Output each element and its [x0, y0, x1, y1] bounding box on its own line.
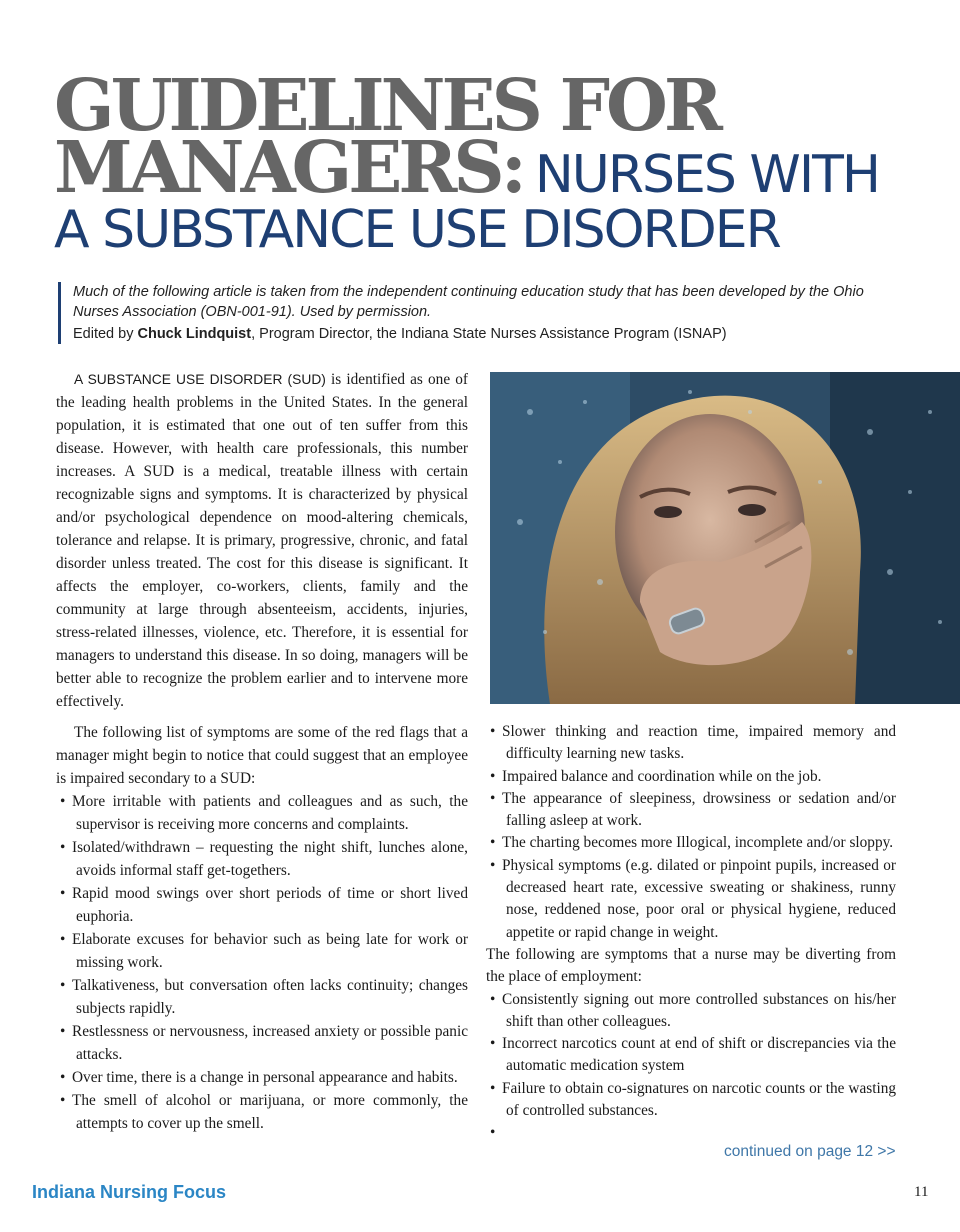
- lead-in: A SUBSTANCE USE DISORDER (SUD): [74, 372, 326, 387]
- editor-credit: [73, 324, 888, 344]
- title-line-3: A SUBSTANCE USE DISORDER: [54, 200, 780, 260]
- list-item: • Impaired balance and coordination while on the job.: [486, 766, 896, 788]
- article-photo: [490, 372, 960, 704]
- list-item: • More irritable with patients and colleagues and as such, the supervisor is receiving more concerns and complaints.: [56, 790, 468, 836]
- list-item: • Elaborate excuses for behavior such as being late for work or missing work.: [56, 928, 468, 974]
- list-item: • Consistently signing out more controlled substances on his/her shift than other colleagues.: [486, 989, 896, 1034]
- list-item: • Talkativeness, but conversation often lacks continuity; changes subjects rapidly.: [56, 974, 468, 1020]
- body-paragraph-2: The following list of symptoms are some of the red flags that a manager might begin to notice that could suggest that an employee is impaired secondary to a SUD:: [56, 724, 468, 787]
- list-item: [486, 1122, 896, 1144]
- list-item: • Physical symptoms (e.g. dilated or pinpoint pupils, increased or decreased heart rate, excessive sweating or shakiness, runny nose, reddened nose, poor oral or physical hygiene, reduced appetite or rapid change in weight.: [486, 855, 896, 944]
- publication-name: Indiana Nursing Focus: [32, 1182, 227, 1202]
- title-line-2-bold: MANAGERS:: [54, 125, 523, 209]
- left-column: [56, 368, 468, 1135]
- diversion-symptom-list: [486, 989, 896, 1145]
- list-item: • Slower thinking and reaction time, impaired memory and difficulty learning new tasks.: [486, 721, 896, 766]
- intro-block: [58, 282, 888, 344]
- list-item: • Isolated/withdrawn – requesting the night shift, lunches alone, avoids informal staff get-togethers.: [56, 836, 468, 882]
- list-item: • The smell of alcohol or marijuana, or more commonly, the attempts to cover up the smell.: [56, 1089, 468, 1135]
- page-number: 11: [914, 1184, 929, 1200]
- woman-photo-illustration: [490, 372, 960, 704]
- list-item: • Failure to obtain co-signatures on narcotic counts or the wasting of controlled substances.: [486, 1078, 896, 1123]
- list-item: • The charting becomes more Illogical, incomplete and/or sloppy.: [486, 832, 896, 854]
- diversion-intro-paragraph: The following are symptoms that a nurse may be diverting from the place of employment:: [486, 945, 896, 986]
- credit-suffix: , Program Director, the Indiana State Nurses Assistance Program (ISNAP): [251, 326, 727, 342]
- continued-link[interactable]: continued on page 12 >>: [724, 1143, 896, 1160]
- title-line-2: [54, 125, 934, 209]
- symptom-list: [56, 790, 468, 1135]
- list-item: • Over time, there is a change in personal appearance and habits.: [56, 1066, 468, 1089]
- paragraph-1-text: is identified as one of the leading health problems in the United States. In the general population, it is estimated that one out of ten suffer from this disease. However, with health care professionals, this number increases. A SUD is a medical, treatable illness with certain recognizable signs and symptoms. It is characterized by physical and/or psychological dependence on mood-altering chemicals, tolerance and relapse. It is primary, progressive, chronic, and fatal disorder unless treated. The cost for this disease is significant. It affects the employer, co-workers, clients, family and the community at large through absenteeism, accidents, injuries, stress-related illnesses, violence, etc. Therefore, it is essential for managers to understand this disease. In so doing, managers will be better able to recognize the problem earlier and to intervene more effectively.: [56, 371, 469, 710]
- list-item: • Restlessness or nervousness, increased anxiety or possible panic attacks.: [56, 1020, 468, 1066]
- title-line-1: GUIDELINES FOR: [54, 63, 719, 147]
- right-column: [486, 721, 896, 1145]
- intro-source-note: Much of the following article is taken from the independent continuing education study that has been developed by the Ohio Nurses Association (OBN-001-91). Used by permission.: [73, 284, 864, 320]
- symptom-list-continued: [486, 721, 896, 944]
- credit-prefix: Edited by: [73, 326, 138, 342]
- title-line-2-light: NURSES WITH: [534, 145, 880, 205]
- list-item: • The appearance of sleepiness, drowsiness or sedation and/or falling asleep at work.: [486, 788, 896, 833]
- editor-name: Chuck Lindquist: [137, 326, 252, 342]
- list-item: • Incorrect narcotics count at end of shift or discrepancies via the automatic medication system: [486, 1033, 896, 1078]
- body-paragraph-1: [56, 368, 468, 713]
- list-item: • Rapid mood swings over short periods of time or short lived euphoria.: [56, 882, 468, 928]
- article-title: [54, 63, 934, 262]
